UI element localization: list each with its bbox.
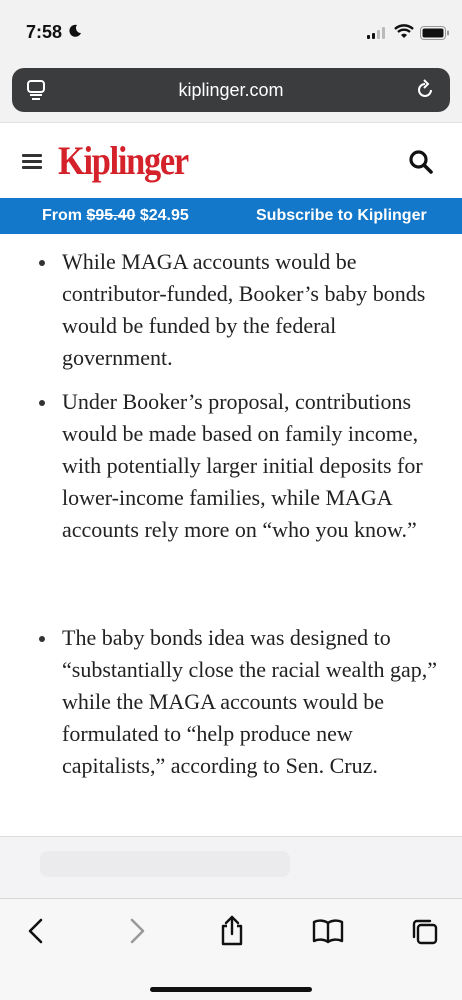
list-item	[62, 246, 442, 374]
browser-chrome	[0, 62, 462, 122]
status-time: 7:58	[26, 22, 63, 42]
battery-icon	[420, 26, 450, 40]
list-item	[62, 622, 442, 782]
promo-new-price: $24.95	[135, 207, 189, 224]
site-logo[interactable]: Kiplinger	[58, 138, 188, 183]
status-bar	[0, 0, 462, 62]
bullet-text: Under Booker’s proposal, contributions would be made based on family income, with potentially larger initial deposits for lower-income families, while MAGA accounts rely more on “who you know.”	[62, 389, 423, 542]
forward-icon[interactable]	[123, 917, 149, 945]
menu-icon[interactable]	[22, 154, 42, 170]
browser-toolbar	[0, 898, 462, 1000]
article-body	[0, 234, 462, 836]
list-item	[62, 386, 442, 546]
address-bar[interactable]	[12, 68, 450, 112]
back-icon[interactable]	[24, 917, 50, 945]
reload-icon[interactable]	[414, 79, 436, 101]
search-icon[interactable]	[408, 149, 434, 175]
promo-offer-prefix: From	[42, 207, 87, 224]
moon-icon	[68, 24, 82, 38]
url-text[interactable]: kiplinger.com	[178, 80, 284, 100]
bullet-dot	[39, 636, 45, 642]
home-indicator[interactable]	[150, 987, 312, 992]
signal-icon	[367, 27, 387, 39]
promo-banner[interactable]	[0, 198, 462, 234]
promo-offer[interactable]	[42, 207, 189, 225]
bullet-dot	[39, 400, 45, 406]
bullet-text: While MAGA accounts would be contributor-funded, Booker’s baby bonds would be funded by the federal government.	[62, 249, 426, 370]
bullet-dot	[39, 260, 45, 266]
ad-placeholder	[0, 836, 462, 898]
bookmarks-icon[interactable]	[312, 917, 344, 945]
ad-placeholder-block	[40, 851, 290, 877]
share-icon[interactable]	[218, 915, 246, 947]
wifi-icon	[394, 24, 414, 40]
promo-old-price: $95.40	[86, 207, 136, 224]
subscribe-link[interactable]: Subscribe to Kiplinger	[256, 207, 427, 224]
tabs-icon[interactable]	[410, 917, 440, 947]
site-header	[0, 122, 462, 198]
bullet-text: The baby bonds idea was designed to “substantially close the racial wealth gap,” while the MAGA accounts would be formulated to “help produce new capitalists,” according to Sen. Cruz.	[62, 625, 438, 778]
